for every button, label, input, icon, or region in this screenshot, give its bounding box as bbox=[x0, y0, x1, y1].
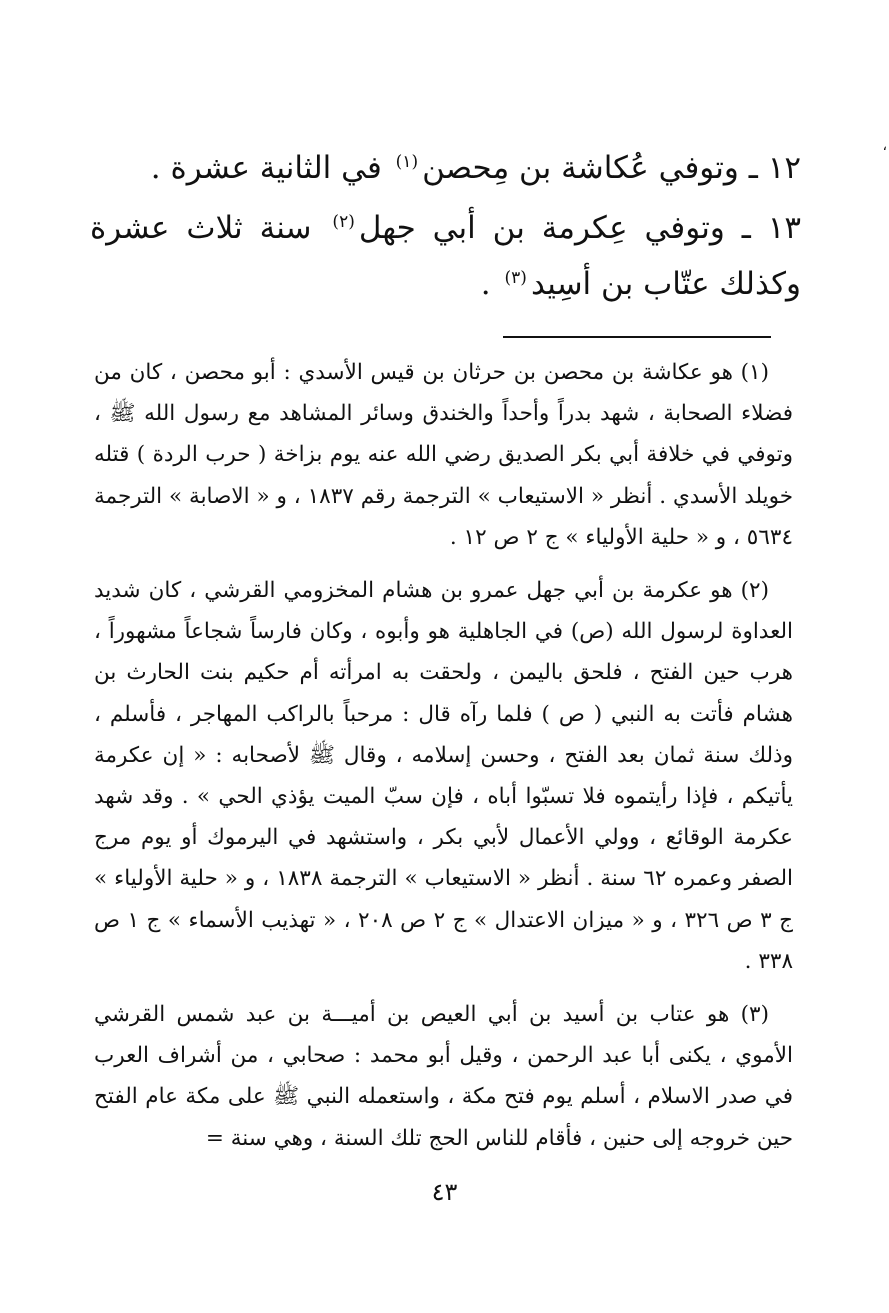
footnote-ref-1[interactable]: (١) bbox=[395, 151, 419, 172]
main-text bbox=[90, 140, 801, 316]
footnote-3: (٣) هو عتاب بن أسيد بن أبي العيص بن أميـــة بن عبد شمس القرشي الأموي ، يكنى أبا عبد الرحمن ، وقيل أبو محمد : صحابي ، من أشراف العرب في صدر الاسلام ، أسلم يوم فتح مكة ، واستعمله النبي ﷺ على مكة عام الفتح حين خروجه إلى حنين ، فأقام للناس الحج تلك السنة ، وهي سنة = bbox=[94, 1002, 793, 1151]
item-13-lead: ١٣ ـ وتوفي عِكرمة بن أبي جهل bbox=[358, 210, 801, 246]
footnote-separator bbox=[503, 336, 771, 338]
item-12-lead: ١٢ ـ وتوفي عُكاشة بن مِحصن bbox=[422, 150, 801, 186]
page-number: ٤٣ bbox=[431, 1178, 458, 1206]
item-12-tail: في الثانية عشرة . bbox=[150, 150, 382, 186]
footnote-ref-2[interactable]: (٢) bbox=[332, 211, 355, 232]
main-item-12 bbox=[90, 140, 801, 196]
margin-mark: ، bbox=[882, 138, 887, 154]
item-13-tail: سنة ثلاث عشرة وكذلك عتّاب بن أسِيد bbox=[90, 210, 801, 302]
footnote-ref-3[interactable]: (٣) bbox=[504, 267, 527, 288]
main-item-13 bbox=[90, 200, 801, 312]
footnotes bbox=[94, 352, 793, 1171]
footnote-2: (٢) هو عكرمة بن أبي جهل عمرو بن هشام المخزومي القرشي ، كان شديد العداوة لرسول الله (ص) في الجاهلية هو وأبوه ، وكان فارساً شجاعاً مشهوراً ، هرب حين الفتح ، فلحق باليمن ، ولحقت به امرأته أم حكيم بنت الحارث بن هشام فأتت به النبي ( ص ) فلما رآه قال : مرحباً بالراكب المهاجر ، فأسلم ، وذلك سنة ثمان بعد الفتح ، وحسن إسلامه ، وقال ﷺ لأصحابه : « إن عكرمة يأتيكم ، فإذا رأيتموه فلا تسبّوا أباه ، فإن سبّ الميت يؤذي الحي » . وقد شهد عكرمة الوقائع ، وولي الأعمال لأبي بكر ، واستشهد في اليرموك أو يوم مرج الصفر وعمره ٦٢ سنة . أنظر « الاستيعاب » الترجمة ١٨٣٨ ، و « حلية الأولياء » ج ٣ ص ٣٢٦ ، و « ميزان الاعتدال » ج ٢ ص ٢٠٨ ، « تهذيب الأسماء » ج ١ ص ٣٣٨ . bbox=[94, 578, 794, 974]
item-13-end: . bbox=[480, 266, 491, 302]
footnote-1: (١) هو عكاشة بن محصن بن حرثان بن قيس الأسدي : أبو محصن ، كان من فضلاء الصحابة ، شهد بدراً وأحداً والخندق وسائر المشاهد مع رسول الله ﷺ ، وتوفي في خلافة أبي بكر الصديق رضي الله عنه يوم بزاخة ( حرب الردة ) قتله خويلد الأسدي . أنظر « الاستيعاب » الترجمة رقم ١٨٣٧ ، و « الاصابة » الترجمة ٥٦٣٤ ، و « حلية الأولياء » ج ٢ ص ١٢ . bbox=[94, 360, 794, 550]
